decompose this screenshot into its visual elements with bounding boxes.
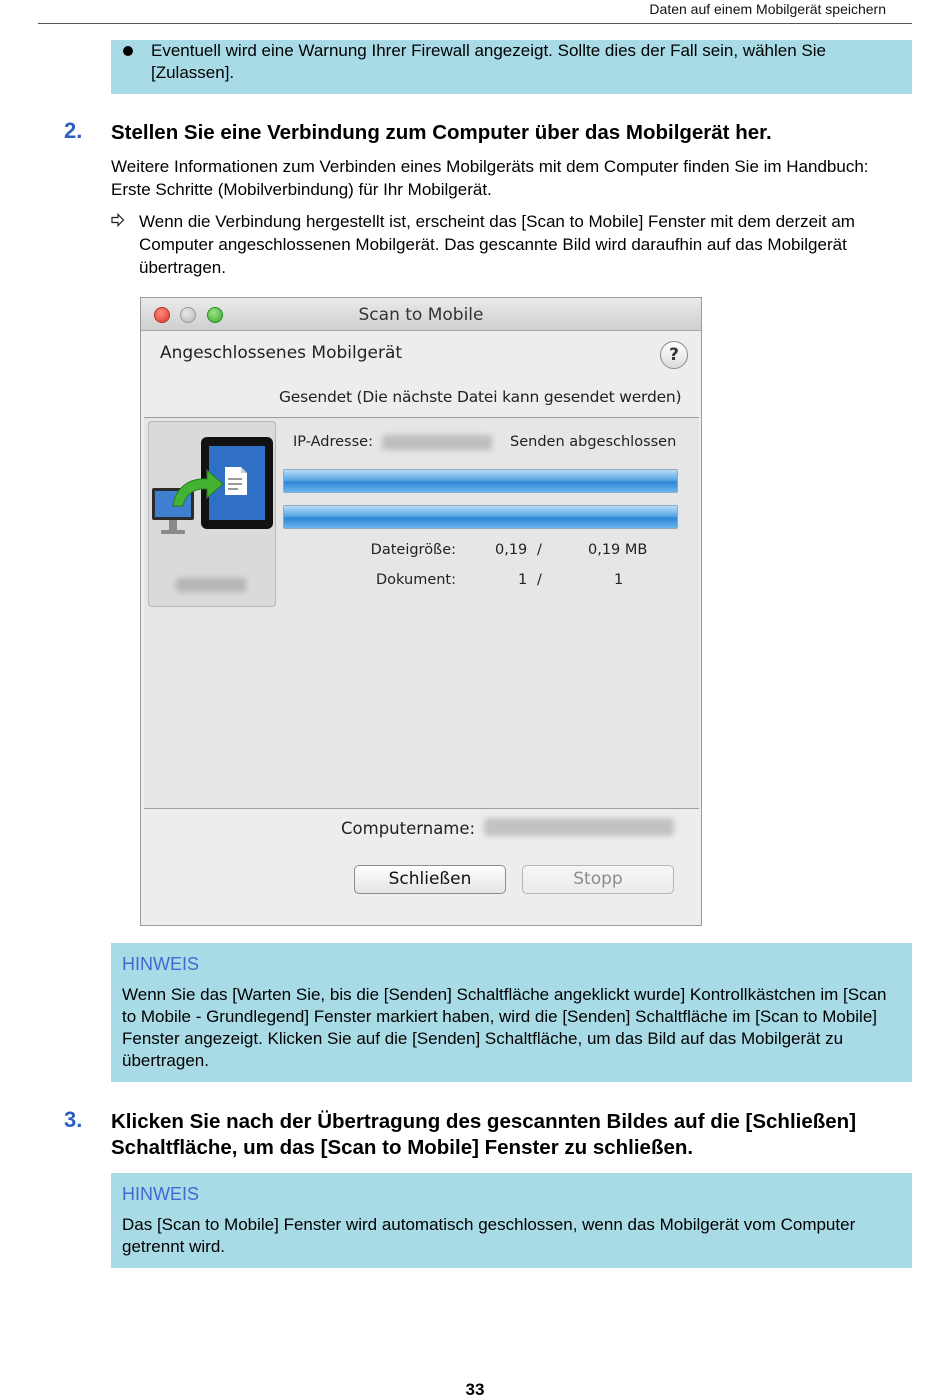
progress-fill-total bbox=[284, 506, 677, 528]
document-label: Dokument: bbox=[376, 572, 456, 588]
window-titlebar[interactable] bbox=[141, 298, 701, 331]
document-total: 1 bbox=[614, 572, 624, 588]
step-2-number: 2. bbox=[64, 118, 83, 143]
firewall-note-box bbox=[111, 40, 912, 94]
document-separator: / bbox=[537, 572, 542, 588]
page-number: 33 bbox=[465, 1380, 485, 1399]
hinweis-text: Wenn Sie das [Warten Sie, bis die [Senden] Schaltfläche angeklickt wurde] Kontrollkästchen im [Scan to Mobile - Grundlegend] Fenster markiert haben, wird die [Senden] Schaltfläche im [Scan to Mobile] Fenster angezeigt. Klicken Sie auf die [Senden] Schaltfläche, um das Bild auf das Mobilgerät zu übertragen. bbox=[122, 985, 887, 1070]
result-arrow-icon bbox=[111, 213, 125, 227]
step-3-title: Klicken Sie nach der Übertragung des gescannten Bildes auf die [Schließen] Schaltfläche, um das [Scan to Mobile] Fenster zu schließen. bbox=[111, 1110, 857, 1159]
help-button[interactable]: ? bbox=[660, 341, 688, 369]
device-name-redacted bbox=[176, 578, 246, 592]
header-divider bbox=[38, 23, 912, 24]
progress-bar-file bbox=[283, 469, 678, 493]
transfer-device-icon bbox=[149, 422, 275, 572]
document-sent: 1 bbox=[518, 572, 528, 588]
ip-address-redacted bbox=[382, 435, 492, 450]
hinweis-title: HINWEIS bbox=[122, 954, 200, 974]
hinweis-title: HINWEIS bbox=[122, 1184, 200, 1204]
hinweis-text: Das [Scan to Mobile] Fenster wird automatisch geschlossen, wenn das Mobilgerät vom Computer getrennt wird. bbox=[122, 1215, 856, 1256]
scan-to-mobile-window bbox=[140, 297, 702, 926]
computer-name-label: Computername: bbox=[341, 819, 476, 838]
device-tile[interactable] bbox=[148, 421, 276, 607]
filesize-sent: 0,19 bbox=[495, 542, 528, 558]
hinweis-box-send bbox=[111, 943, 912, 1082]
close-button[interactable]: Schließen bbox=[354, 865, 506, 894]
step-2-result: Wenn die Verbindung hergestellt ist, erscheint das [Scan to Mobile] Fenster mit dem derzeit am Computer angeschlossenen Mobilgerät. Das gescannte Bild wird daraufhin auf das Mobilgerät übertragen. bbox=[139, 212, 855, 277]
computer-name-redacted bbox=[484, 818, 674, 836]
stop-button[interactable]: Stopp bbox=[522, 865, 674, 894]
transfer-status: Gesendet (Die nächste Datei kann gesendet werden) bbox=[279, 388, 682, 406]
device-panel bbox=[144, 417, 699, 809]
page-header-title: Daten auf einem Mobilgerät speichern bbox=[649, 1, 886, 17]
connected-device-heading: Angeschlossenes Mobilgerät bbox=[160, 343, 403, 363]
filesize-total: 0,19 MB bbox=[588, 542, 648, 558]
firewall-note-text: Eventuell wird eine Warnung Ihrer Firewall angezeigt. Sollte dies der Fall sein, wählen Sie [Zulassen]. bbox=[151, 41, 826, 82]
progress-bar-total bbox=[283, 505, 678, 529]
bullet-dot-icon bbox=[123, 46, 133, 56]
window-title: Scan to Mobile bbox=[358, 305, 484, 325]
hinweis-box-auto-close bbox=[111, 1173, 912, 1268]
progress-fill-file bbox=[284, 470, 677, 492]
step-2-title: Stellen Sie eine Verbindung zum Computer über das Mobilgerät her. bbox=[111, 121, 772, 144]
filesize-separator: / bbox=[537, 542, 542, 558]
step-2-description: Weitere Informationen zum Verbinden eines Mobilgeräts mit dem Computer finden Sie im Handbuch: Erste Schritte (Mobilverbindung) für Ihr Mobilgerät. bbox=[111, 157, 869, 199]
step-3-number: 3. bbox=[64, 1107, 83, 1132]
ip-address-label: IP-Adresse: bbox=[293, 434, 373, 450]
filesize-label: Dateigröße: bbox=[370, 542, 456, 558]
send-status-text: Senden abgeschlossen bbox=[510, 434, 677, 450]
